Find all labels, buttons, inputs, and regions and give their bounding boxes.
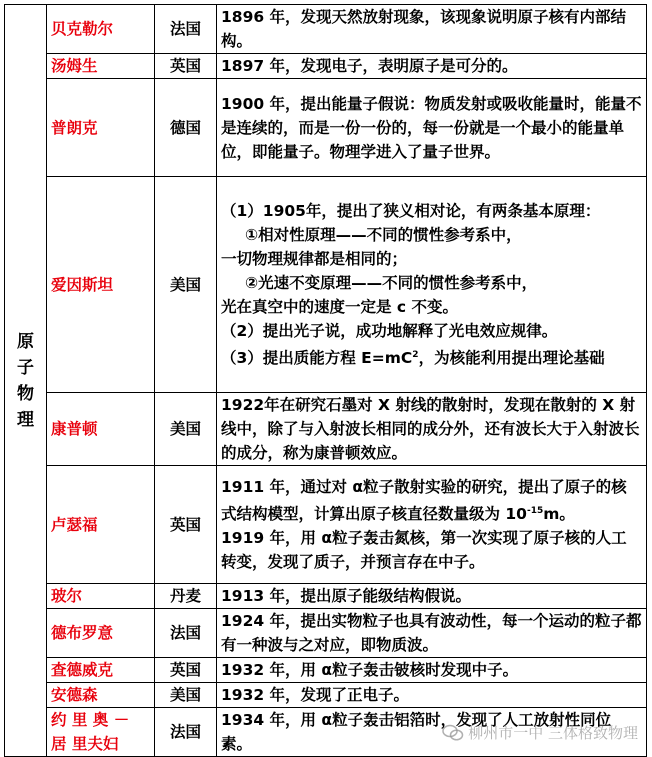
scientist-country: 法国 — [155, 5, 217, 54]
table-row — [5, 658, 647, 683]
achievement-text: 1934 年，用 α粒子轰击铝箔时，发现了人工放射性同位素。 — [217, 708, 647, 757]
achievement-text — [217, 466, 647, 584]
relativity-line: （1）1905年，提出了狭义相对论，有两条基本原理： — [221, 202, 601, 220]
scientist-name: 约 里 奥 － 居 里夫妇 — [47, 708, 155, 757]
principle-1-line: ①相对性原理——不同的惯性参考系中， — [245, 226, 522, 244]
scientist-name: 玻尔 — [47, 584, 155, 609]
scientist-country: 丹麦 — [155, 584, 217, 609]
scientist-country: 法国 — [155, 708, 217, 757]
superscript: -15 — [526, 506, 544, 516]
table-row — [5, 54, 647, 79]
scientist-country: 英国 — [155, 658, 217, 683]
achievement-text: 1896 年，发现天然放射现象，该现象说明原子核有内部结构。 — [217, 5, 647, 54]
scientist-name: 康普顿 — [47, 393, 155, 466]
table-row — [5, 609, 647, 658]
table-row — [5, 5, 647, 54]
scientist-country: 美国 — [155, 393, 217, 466]
table-row — [5, 393, 647, 466]
table-row — [5, 683, 647, 708]
table-row — [5, 177, 647, 393]
rutherford-1911-unit: m。 — [543, 505, 575, 523]
achievement-text: 1924 年，提出实物粒子也具有波动性，每一个运动的粒子都有一种波与之对应，即物质波。 — [217, 609, 647, 658]
scientist-name: 查德威克 — [47, 658, 155, 683]
rutherford-1911-text: 1911 年，通过对 α粒子散射实验的研究，提出了原子的核式结构模型，计算出原子核直径数量级为 10 — [221, 478, 627, 523]
scientist-name: 卢瑟福 — [47, 466, 155, 584]
achievement-text: 1913 年，提出原子能级结构假说。 — [217, 584, 647, 609]
physicists-table — [4, 4, 647, 757]
mass-energy-text-end: ，为核能利用提出理论基础 — [418, 349, 605, 367]
photon-line: （2）提出光子说，成功地解释了光电效应规律。 — [221, 322, 558, 340]
rutherford-1919: 1919 年，用 α粒子轰击氮核，第一次实现了原子核的人工转变，发现了质子，并预言存在中子。 — [221, 529, 627, 571]
chat-bubbles-icon — [442, 724, 464, 742]
achievement-text: 1900 年，提出能量子假说：物质发射或吸收能量时，能量不是连续的，而是一份一份的，每一份就是一个最小的能量单位，即能量子。物理学进入了量子世界。 — [217, 79, 647, 177]
table-row — [5, 79, 647, 177]
table-row — [5, 466, 647, 584]
achievement-text — [217, 177, 647, 393]
scientist-country: 英国 — [155, 466, 217, 584]
table-row — [5, 584, 647, 609]
superscript: 2 — [412, 350, 419, 360]
watermark — [442, 722, 638, 743]
scientist-name: 安德森 — [47, 683, 155, 708]
scientist-name: 贝克勒尔 — [47, 5, 155, 54]
achievement-text: 1932 年，用 α粒子轰击铍核时发现中子。 — [217, 658, 647, 683]
scientist-name: 汤姆生 — [47, 54, 155, 79]
scientist-name: 爱因斯坦 — [47, 177, 155, 393]
category-cell — [5, 5, 47, 757]
scientist-name: 德布罗意 — [47, 609, 155, 658]
mass-energy-text: （3）提出质能方程 E=mC — [221, 349, 413, 367]
achievement-text: 1897 年，发现电子，表明原子是可分的。 — [217, 54, 647, 79]
rutherford-1911 — [221, 475, 642, 526]
scientist-country: 美国 — [155, 683, 217, 708]
principle-2-line: ②光速不变原理——不同的惯性参考系中， — [245, 274, 538, 292]
principle-2-cont: 光在真空中的速度一定是 c 不变。 — [221, 298, 458, 316]
achievement-text: 1932 年，发现了正电子。 — [217, 683, 647, 708]
category-label: 原子物理 — [17, 331, 34, 430]
scientist-country: 法国 — [155, 609, 217, 658]
principle-1-cont: 一切物理规律都是相同的； — [221, 250, 408, 268]
watermark-text: 柳州市一中 三体格致物理 — [468, 724, 638, 742]
scientist-country: 英国 — [155, 54, 217, 79]
scientist-country: 德国 — [155, 79, 217, 177]
scientist-name: 普朗克 — [47, 79, 155, 177]
achievement-text: 1922年在研究石墨对 X 射线的散射时，发现在散射的 X 射线中，除了与入射波长相同的成分外，还有波长大于入射波长的成分，称为康普顿效应。 — [217, 393, 647, 466]
mass-energy-line — [221, 343, 642, 370]
scientist-country: 美国 — [155, 177, 217, 393]
